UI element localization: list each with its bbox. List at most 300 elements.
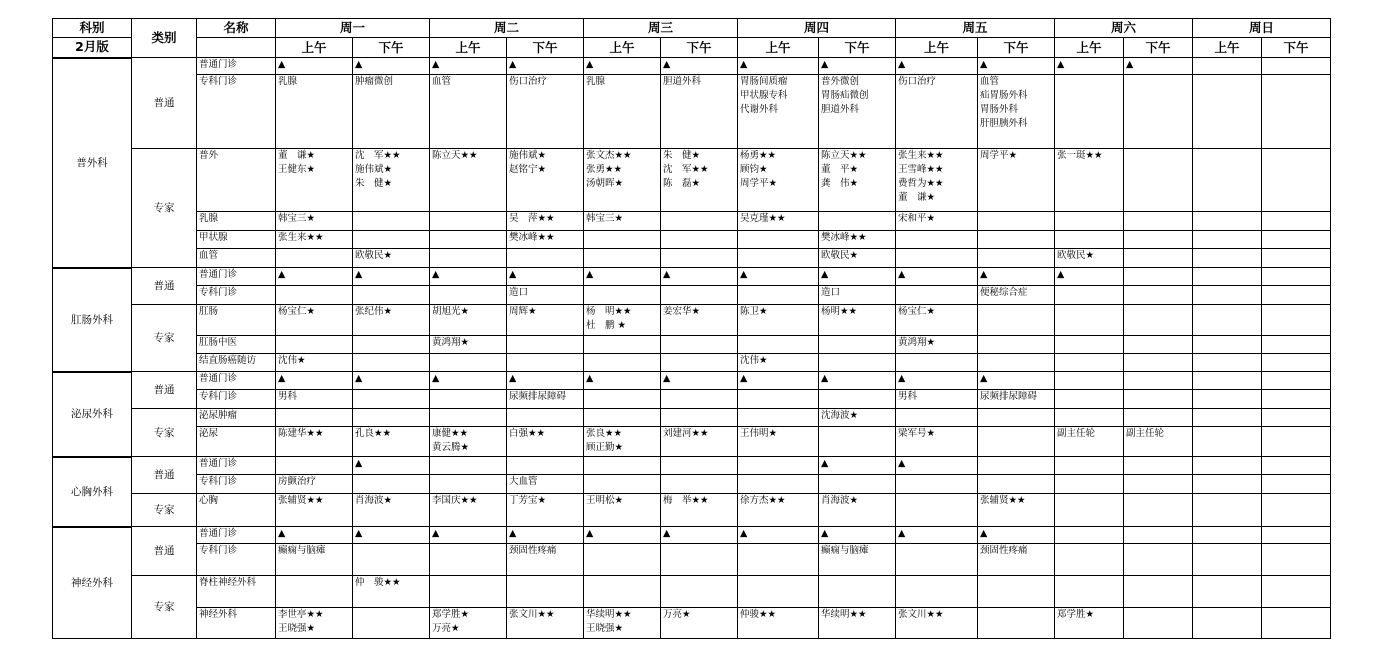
schedule-row — [53, 544, 1331, 576]
cell-entry: 董 谦★ — [898, 192, 936, 203]
schedule-cell — [430, 336, 507, 354]
schedule-cell — [738, 475, 819, 494]
schedule-cell — [584, 212, 661, 231]
triangle-marker-icon: ▲ — [821, 373, 829, 384]
schedule-cell — [661, 212, 738, 231]
schedule-cell — [1124, 336, 1193, 354]
schedule-cell — [978, 75, 1055, 149]
cell-entry: 吴克瑾★★ — [740, 213, 786, 224]
cell-entry: 伤口治疗 — [509, 76, 548, 87]
category-label: 专家 — [132, 576, 197, 639]
clinic-name: 普通门诊 — [197, 58, 276, 75]
schedule-cell — [1193, 576, 1262, 608]
cell-entry: 肖海波★ — [821, 495, 859, 506]
clinic-name: 脊柱神经外科 — [197, 576, 276, 608]
clinic-name: 普外 — [197, 149, 276, 212]
schedule-cell — [738, 390, 819, 409]
schedule-cell — [819, 75, 896, 149]
schedule-cell — [896, 475, 978, 494]
am-header: 上午 — [1055, 38, 1124, 58]
am-header: 上午 — [584, 38, 661, 58]
cell-entry: 便秘综合症 — [980, 287, 1028, 298]
schedule-cell — [507, 409, 584, 427]
schedule-cell — [1124, 305, 1193, 336]
cell-entry: 张文川★★ — [509, 609, 555, 620]
schedule-cell — [978, 576, 1055, 608]
schedule-cell — [276, 372, 353, 390]
triangle-marker-icon: ▲ — [898, 458, 906, 469]
schedule-cell — [978, 372, 1055, 390]
schedule-cell — [584, 544, 661, 576]
department-label: 普外科 — [53, 58, 132, 268]
schedule-row — [53, 305, 1331, 336]
clinic-name: 泌尿肿瘤 — [197, 409, 276, 427]
schedule-cell — [430, 286, 507, 305]
schedule-cell — [276, 286, 353, 305]
triangle-marker-icon: ▲ — [980, 269, 988, 280]
schedule-cell — [819, 457, 896, 475]
schedule-cell — [507, 427, 584, 457]
triangle-marker-icon: ▲ — [898, 59, 906, 70]
am-header: 上午 — [430, 38, 507, 58]
schedule-row — [53, 286, 1331, 305]
schedule-cell — [507, 527, 584, 544]
schedule-cell — [430, 576, 507, 608]
schedule-cell — [819, 354, 896, 372]
schedule-cell — [1262, 457, 1331, 475]
dept-header: 科别 — [53, 19, 132, 38]
schedule-cell — [353, 305, 430, 336]
schedule-cell — [276, 249, 353, 268]
pm-header: 下午 — [353, 38, 430, 58]
department-label: 肛肠外科 — [53, 268, 132, 372]
schedule-cell — [1124, 427, 1193, 457]
cell-entry: 副主任轮 — [1057, 428, 1096, 439]
schedule-cell — [819, 286, 896, 305]
triangle-marker-icon: ▲ — [432, 269, 440, 280]
cell-entry: 白强★★ — [509, 428, 546, 439]
day-header-sun: 周日 — [1193, 19, 1331, 38]
schedule-row — [53, 475, 1331, 494]
schedule-cell — [896, 58, 978, 75]
schedule-cell — [507, 249, 584, 268]
cell-entry: 张纪伟★ — [355, 306, 393, 317]
schedule-cell — [1124, 390, 1193, 409]
schedule-cell — [507, 212, 584, 231]
cell-entry: 王雪峰★★ — [898, 164, 944, 175]
schedule-cell — [1055, 427, 1124, 457]
schedule-row — [53, 336, 1331, 354]
schedule-cell — [819, 544, 896, 576]
schedule-cell — [507, 58, 584, 75]
schedule-cell — [738, 268, 819, 286]
schedule-cell — [738, 409, 819, 427]
cell-entry: 万亮★ — [663, 609, 691, 620]
schedule-cell — [276, 231, 353, 249]
schedule-cell — [978, 286, 1055, 305]
schedule-cell — [896, 544, 978, 576]
cell-entry: 沈 军★★ — [663, 164, 709, 175]
schedule-cell — [1124, 409, 1193, 427]
schedule-cell — [1055, 336, 1124, 354]
schedule-cell — [353, 608, 430, 639]
schedule-cell — [978, 305, 1055, 336]
schedule-cell — [1124, 286, 1193, 305]
day-header-sat: 周六 — [1055, 19, 1193, 38]
schedule-cell — [661, 305, 738, 336]
cell-entry: 郑学胜★ — [1057, 609, 1095, 620]
triangle-marker-icon: ▲ — [898, 528, 906, 539]
schedule-cell — [896, 372, 978, 390]
triangle-marker-icon: ▲ — [355, 528, 363, 539]
schedule-row — [53, 427, 1331, 457]
schedule-cell — [661, 268, 738, 286]
schedule-cell — [1193, 390, 1262, 409]
schedule-cell — [1124, 75, 1193, 149]
triangle-marker-icon: ▲ — [898, 269, 906, 280]
cell-entry: 黄鸿翔★ — [432, 337, 470, 348]
clinic-name: 普通门诊 — [197, 268, 276, 286]
schedule-cell — [1262, 354, 1331, 372]
schedule-cell — [978, 427, 1055, 457]
triangle-marker-icon: ▲ — [355, 59, 363, 70]
cell-entry: 胆道外科 — [663, 76, 702, 87]
schedule-cell — [1055, 390, 1124, 409]
clinic-name: 乳腺 — [197, 212, 276, 231]
cell-entry: 张辅贤★★ — [980, 495, 1026, 506]
pm-header: 下午 — [819, 38, 896, 58]
schedule-cell — [1124, 544, 1193, 576]
schedule-cell — [1193, 75, 1262, 149]
cell-entry: 黄鸿翔★ — [898, 337, 936, 348]
clinic-name: 普通门诊 — [197, 457, 276, 475]
triangle-marker-icon: ▲ — [1057, 269, 1065, 280]
cell-entry: 施伟斌★ — [509, 150, 547, 161]
schedule-cell — [276, 409, 353, 427]
schedule-cell — [1262, 286, 1331, 305]
cell-entry: 肝胆胰外科 — [980, 118, 1028, 129]
schedule-cell — [819, 249, 896, 268]
schedule-cell — [1193, 58, 1262, 75]
schedule-cell — [276, 75, 353, 149]
schedule-cell — [661, 457, 738, 475]
cell-entry: 肖海波★ — [355, 495, 393, 506]
cell-entry: 仲骏★★ — [740, 609, 777, 620]
schedule-cell — [1055, 608, 1124, 639]
schedule-cell — [661, 427, 738, 457]
schedule-cell — [978, 336, 1055, 354]
triangle-marker-icon: ▲ — [821, 458, 829, 469]
triangle-marker-icon: ▲ — [509, 59, 517, 70]
schedule-cell — [507, 149, 584, 212]
schedule-cell — [1055, 544, 1124, 576]
schedule-cell — [430, 544, 507, 576]
schedule-cell — [353, 58, 430, 75]
cell-entry: 乳腺 — [586, 76, 606, 87]
schedule-cell — [978, 58, 1055, 75]
cell-entry: 朱 健★ — [355, 178, 393, 189]
triangle-marker-icon: ▲ — [740, 373, 748, 384]
schedule-cell — [1193, 231, 1262, 249]
schedule-cell — [1055, 268, 1124, 286]
schedule-cell — [1124, 268, 1193, 286]
cell-entry: 男科 — [278, 391, 298, 402]
schedule-cell — [661, 372, 738, 390]
cell-entry: 姜宏华★ — [663, 306, 701, 317]
cell-entry: 张勇★★ — [586, 164, 623, 175]
triangle-marker-icon: ▲ — [278, 59, 286, 70]
schedule-cell — [353, 544, 430, 576]
category-header: 类别 — [132, 19, 197, 58]
schedule-cell — [276, 354, 353, 372]
clinic-name: 神经外科 — [197, 608, 276, 639]
schedule-cell — [353, 354, 430, 372]
schedule-cell — [978, 249, 1055, 268]
schedule-cell — [1193, 427, 1262, 457]
day-header-wed: 周三 — [584, 19, 738, 38]
triangle-marker-icon: ▲ — [432, 373, 440, 384]
schedule-cell — [978, 268, 1055, 286]
cell-entry: 张文杰★★ — [586, 150, 632, 161]
schedule-cell — [978, 149, 1055, 212]
cell-entry: 胆道外科 — [821, 104, 860, 115]
schedule-cell — [1055, 475, 1124, 494]
schedule-cell — [738, 494, 819, 527]
schedule-cell — [819, 494, 896, 527]
schedule-cell — [1193, 286, 1262, 305]
schedule-cell — [276, 212, 353, 231]
schedule-cell — [584, 231, 661, 249]
schedule-cell — [276, 608, 353, 639]
schedule-cell — [430, 372, 507, 390]
cell-entry: 杨明★★ — [821, 306, 858, 317]
schedule-cell — [584, 608, 661, 639]
schedule-cell — [819, 372, 896, 390]
category-label: 普通 — [132, 372, 197, 409]
cell-entry: 李世亭★★ — [278, 609, 324, 620]
cell-entry: 万亮★ — [432, 623, 460, 634]
schedule-cell — [430, 475, 507, 494]
schedule-cell — [896, 75, 978, 149]
schedule-cell — [1262, 527, 1331, 544]
cell-entry: 顾钧★ — [740, 164, 768, 175]
category-label: 专家 — [132, 409, 197, 457]
schedule-cell — [1055, 457, 1124, 475]
cell-entry: 肿瘤微创 — [355, 76, 394, 87]
pm-header: 下午 — [661, 38, 738, 58]
schedule-cell — [430, 212, 507, 231]
cell-entry: 顾正勤★ — [586, 442, 624, 453]
clinic-name: 结直肠癌随访 — [197, 354, 276, 372]
schedule-cell — [819, 58, 896, 75]
schedule-cell — [584, 268, 661, 286]
triangle-marker-icon: ▲ — [355, 269, 363, 280]
schedule-cell — [1262, 427, 1331, 457]
schedule-cell — [276, 576, 353, 608]
day-header-mon: 周一 — [276, 19, 430, 38]
cell-entry: 宋和平★ — [898, 213, 936, 224]
am-header: 上午 — [896, 38, 978, 58]
schedule-cell — [896, 390, 978, 409]
schedule-cell — [584, 576, 661, 608]
schedule-cell — [584, 149, 661, 212]
cell-entry: 疝胃肠外科 — [980, 90, 1028, 101]
schedule-cell — [661, 475, 738, 494]
schedule-cell — [1124, 372, 1193, 390]
schedule-cell — [1055, 494, 1124, 527]
cell-entry: 甲状腺专科 — [740, 90, 788, 101]
cell-entry: 丁芳宝★ — [509, 495, 547, 506]
schedule-row — [53, 409, 1331, 427]
day-header-fri: 周五 — [896, 19, 1055, 38]
cell-entry: 颈固性疼痛 — [509, 545, 557, 556]
pm-header: 下午 — [1262, 38, 1331, 58]
am-header: 上午 — [276, 38, 353, 58]
schedule-cell — [507, 231, 584, 249]
schedule-cell — [1193, 354, 1262, 372]
cell-entry: 沈伟★ — [278, 355, 306, 366]
cell-entry: 张生来★★ — [278, 232, 324, 243]
triangle-marker-icon: ▲ — [278, 528, 286, 539]
schedule-cell — [819, 475, 896, 494]
schedule-cell — [507, 372, 584, 390]
header-row-days — [53, 19, 1331, 38]
schedule-cell — [1055, 305, 1124, 336]
schedule-cell — [507, 354, 584, 372]
cell-entry: 韩宝三★ — [278, 213, 316, 224]
schedule-cell — [1262, 372, 1331, 390]
schedule-row — [53, 58, 1331, 75]
cell-entry: 乳腺 — [278, 76, 298, 87]
schedule-cell — [1262, 608, 1331, 639]
schedule-cell — [1193, 475, 1262, 494]
cell-entry: 康健★★ — [432, 428, 469, 439]
cell-entry: 朱 健★ — [663, 150, 701, 161]
name-header-blank — [197, 38, 276, 58]
schedule-cell — [430, 390, 507, 409]
schedule-cell — [353, 527, 430, 544]
schedule-cell — [507, 286, 584, 305]
schedule-cell — [276, 268, 353, 286]
schedule-cell — [661, 231, 738, 249]
triangle-marker-icon: ▲ — [980, 59, 988, 70]
clinic-schedule-table — [52, 18, 1331, 639]
schedule-cell — [896, 305, 978, 336]
name-header: 名称 — [197, 19, 276, 38]
schedule-cell — [430, 249, 507, 268]
cell-entry: 王伟明★ — [740, 428, 778, 439]
clinic-name: 泌尿 — [197, 427, 276, 457]
department-label: 心胸外科 — [53, 457, 132, 527]
cell-entry: 樊冰峰★★ — [509, 232, 555, 243]
schedule-cell — [1124, 231, 1193, 249]
schedule-cell — [1262, 212, 1331, 231]
cell-entry: 施伟斌★ — [355, 164, 393, 175]
schedule-cell — [276, 390, 353, 409]
schedule-cell — [1055, 249, 1124, 268]
schedule-cell — [353, 576, 430, 608]
schedule-cell — [1055, 149, 1124, 212]
triangle-marker-icon: ▲ — [740, 59, 748, 70]
schedule-cell — [738, 231, 819, 249]
schedule-row — [53, 576, 1331, 608]
cell-entry: 陈卫★ — [740, 306, 768, 317]
schedule-cell — [1124, 527, 1193, 544]
cell-entry: 陈 磊★ — [663, 178, 701, 189]
schedule-cell — [584, 372, 661, 390]
clinic-name: 专科门诊 — [197, 75, 276, 149]
schedule-cell — [661, 286, 738, 305]
schedule-cell — [276, 427, 353, 457]
schedule-cell — [584, 494, 661, 527]
schedule-cell — [584, 527, 661, 544]
schedule-row — [53, 390, 1331, 409]
schedule-cell — [1262, 305, 1331, 336]
pm-header: 下午 — [978, 38, 1055, 58]
schedule-cell — [978, 494, 1055, 527]
schedule-cell — [896, 249, 978, 268]
triangle-marker-icon: ▲ — [355, 373, 363, 384]
schedule-cell — [507, 608, 584, 639]
schedule-cell — [896, 231, 978, 249]
schedule-cell — [819, 527, 896, 544]
schedule-cell — [978, 409, 1055, 427]
triangle-marker-icon: ▲ — [509, 373, 517, 384]
schedule-cell — [1124, 354, 1193, 372]
schedule-cell — [738, 608, 819, 639]
schedule-cell — [353, 475, 430, 494]
schedule-cell — [819, 427, 896, 457]
schedule-cell — [661, 249, 738, 268]
schedule-cell — [507, 576, 584, 608]
clinic-name: 专科门诊 — [197, 544, 276, 576]
category-label: 专家 — [132, 305, 197, 372]
day-header-thu: 周四 — [738, 19, 896, 38]
cell-entry: 王晓强★ — [586, 623, 624, 634]
triangle-marker-icon: ▲ — [509, 528, 517, 539]
cell-entry: 欧敬民★ — [1057, 250, 1095, 261]
schedule-cell — [1124, 149, 1193, 212]
cell-entry: 造口 — [509, 287, 529, 298]
schedule-cell — [430, 75, 507, 149]
triangle-marker-icon: ▲ — [898, 373, 906, 384]
clinic-name: 普通门诊 — [197, 372, 276, 390]
cell-entry: 王明松★ — [586, 495, 624, 506]
schedule-cell — [584, 249, 661, 268]
cell-entry: 张一珽★★ — [1057, 150, 1103, 161]
schedule-cell — [896, 212, 978, 231]
schedule-cell — [819, 268, 896, 286]
cell-entry: 仲 骏★★ — [355, 577, 401, 588]
schedule-cell — [1124, 494, 1193, 527]
cell-entry: 张生来★★ — [898, 150, 944, 161]
cell-entry: 陈立天★★ — [821, 150, 867, 161]
schedule-cell — [507, 75, 584, 149]
schedule-cell — [1124, 576, 1193, 608]
schedule-cell — [896, 576, 978, 608]
schedule-cell — [1193, 149, 1262, 212]
schedule-cell — [584, 390, 661, 409]
schedule-cell — [1193, 336, 1262, 354]
schedule-cell — [978, 354, 1055, 372]
schedule-cell — [661, 576, 738, 608]
schedule-cell — [276, 336, 353, 354]
cell-entry: 血管 — [980, 76, 1000, 87]
schedule-row — [53, 75, 1331, 149]
triangle-marker-icon: ▲ — [821, 528, 829, 539]
pm-header: 下午 — [1124, 38, 1193, 58]
cell-entry: 郑学胜★ — [432, 609, 470, 620]
